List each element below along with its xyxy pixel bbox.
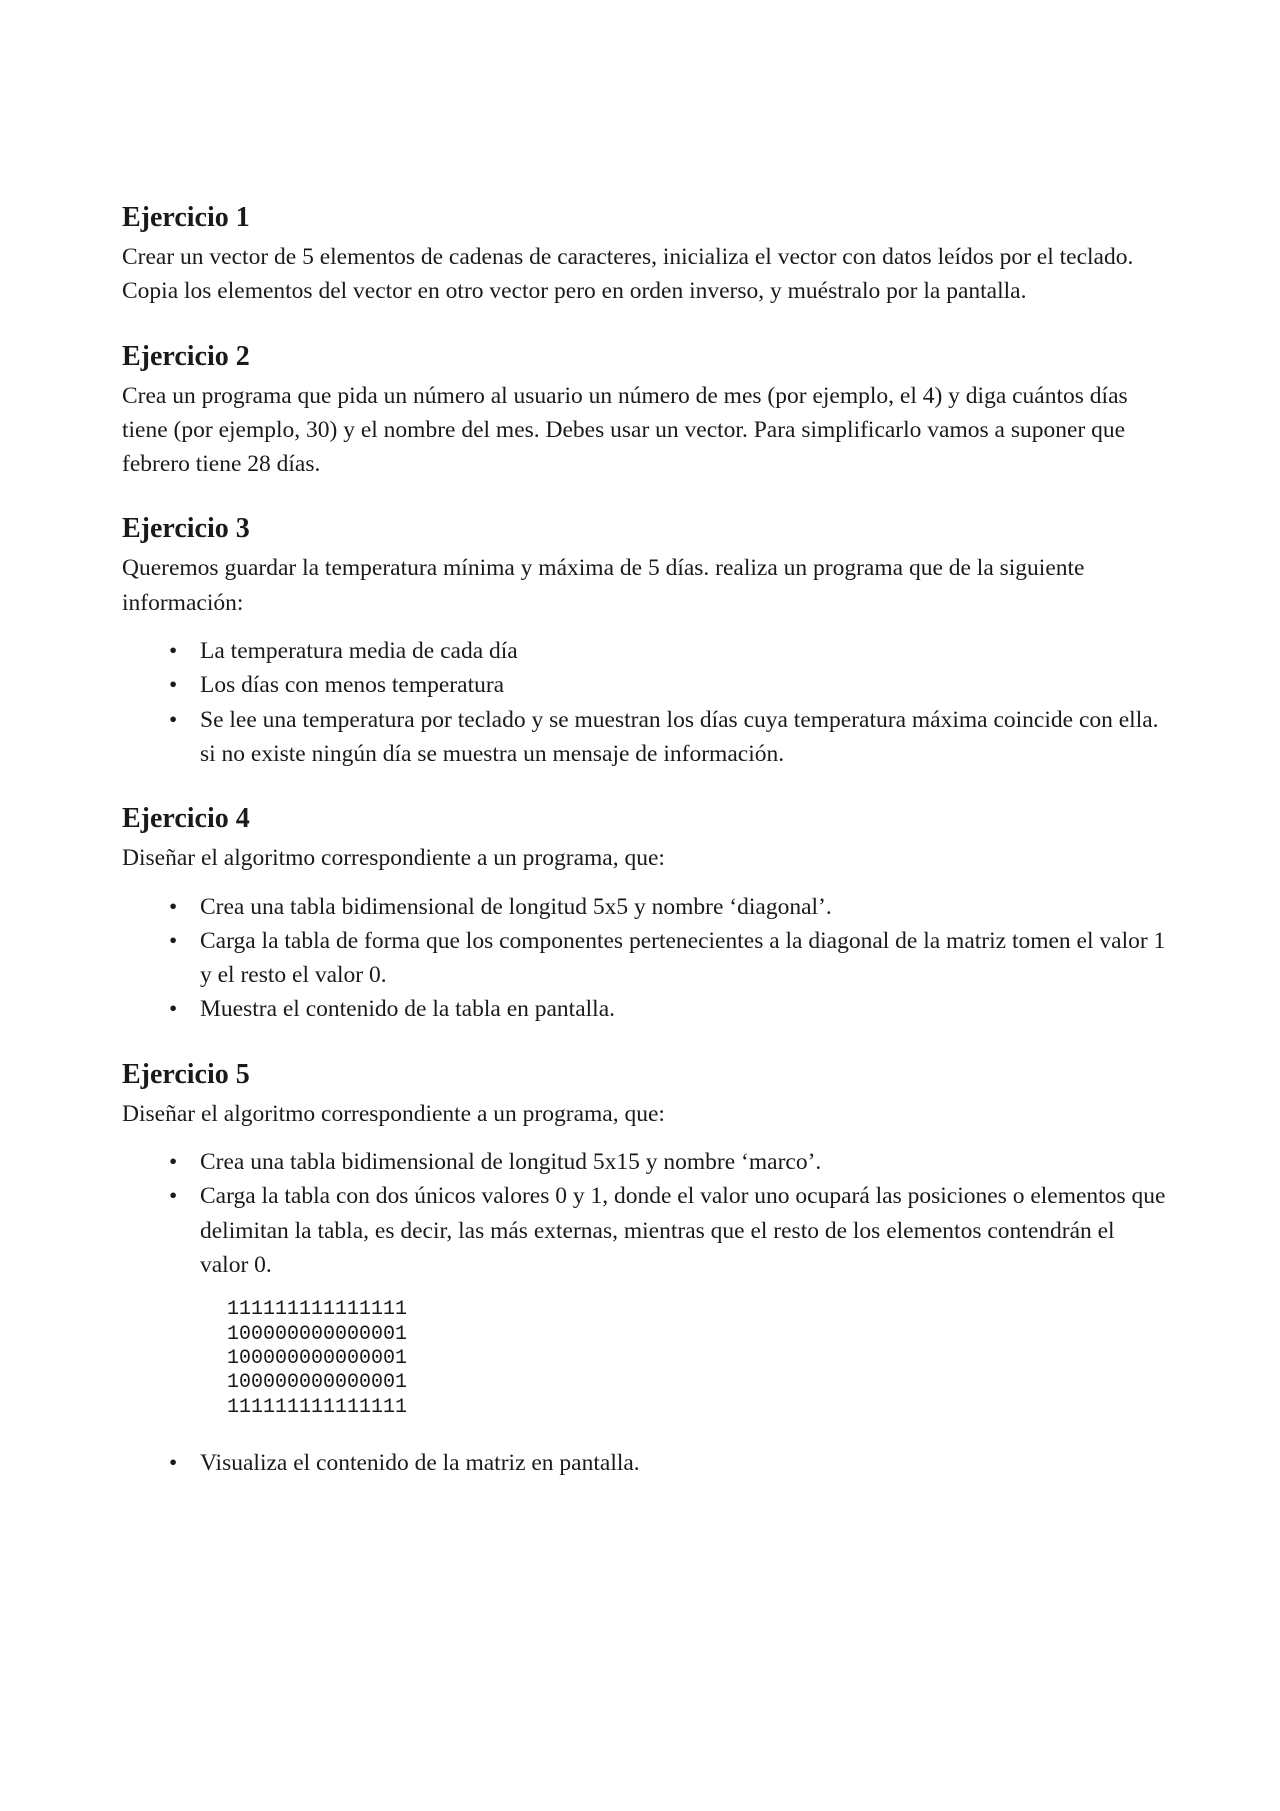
list-item <box>169 703 1167 772</box>
document-page <box>122 198 1167 1509</box>
bullet-icon: • <box>169 927 178 954</box>
bullet-list <box>122 1145 1167 1481</box>
exercise-title: Ejercicio 3 <box>122 513 250 545</box>
list-item-text: La temperatura media de cada día <box>200 638 518 665</box>
list-item <box>169 1145 1167 1179</box>
matrix-row: 111111111111111 <box>227 1298 408 1322</box>
exercise-1 <box>122 198 1167 309</box>
list-item-text: Carga la tabla con dos únicos valores 0 y 1, donde el valor uno ocupará las posiciones o elementos que delimitan la tabla, es decir, las más externas, mientras que el resto de los elementos contendrán el valor 0. <box>200 1183 1166 1278</box>
list-item <box>169 668 1167 702</box>
exercise-2 <box>122 337 1167 482</box>
bullet-icon: • <box>169 893 178 920</box>
list-item <box>169 634 1167 668</box>
exercise-text: Crear un vector de 5 elementos de cadenas de caracteres, inicializa el vector con datos leídos por el teclado. Copia los elementos del vector en otro vector pero en orden inverso, y muéstralo por la pantalla. <box>122 244 1134 305</box>
bullet-icon: • <box>169 672 178 699</box>
list-item <box>169 890 1167 924</box>
bullet-icon: • <box>169 1149 178 1176</box>
list-item-text: Se lee una temperatura por teclado y se muestran los días cuya temperatura máxima coincide con ella. si no existe ningún día se muestra un mensaje de información. <box>200 706 1159 767</box>
bullet-list <box>122 634 1167 771</box>
exercise-4 <box>122 799 1167 1026</box>
list-item-text: Los días con menos temperatura <box>200 672 505 699</box>
bullet-list <box>122 890 1167 1027</box>
exercise-title: Ejercicio 2 <box>122 340 250 372</box>
exercise-title: Ejercicio 5 <box>122 1058 250 1090</box>
bullet-icon: • <box>169 1183 178 1210</box>
list-item-text: Crea una tabla bidimensional de longitud 5x5 y nombre ‘diagonal’. <box>200 893 832 920</box>
list-item <box>169 1446 1167 1480</box>
matrix-example <box>227 1298 1167 1420</box>
bullet-icon: • <box>169 1450 178 1477</box>
exercise-text: Crea un programa que pida un número al usuario un número de mes (por ejemplo, el 4) y diga cuántos días tiene (por ejemplo, 30) y el nombre del mes. Debes usar un vector. Para simplificarlo vamos a suponer que febrero tiene 28 días. <box>122 382 1128 478</box>
exercise-text: Diseñar el algoritmo correspondiente a un programa, que: <box>122 1100 665 1127</box>
list-item-text: Visualiza el contenido de la matriz en pantalla. <box>200 1450 640 1477</box>
bullet-icon: • <box>169 996 178 1023</box>
matrix-row: 100000000000001 <box>227 1371 408 1395</box>
bullet-icon: • <box>169 706 178 733</box>
list-item <box>169 924 1167 993</box>
bullet-icon: • <box>169 638 178 665</box>
list-item-text: Muestra el contenido de la tabla en pantalla. <box>200 996 616 1023</box>
list-item-text: Crea una tabla bidimensional de longitud 5x15 y nombre ‘marco’. <box>200 1149 822 1176</box>
list-item <box>169 992 1167 1026</box>
exercise-text: Diseñar el algoritmo correspondiente a un programa, que: <box>122 845 665 872</box>
matrix-row: 100000000000001 <box>227 1322 408 1346</box>
list-item <box>169 1179 1167 1420</box>
list-item-text: Carga la tabla de forma que los componentes pertenecientes a la diagonal de la matriz tomen el valor 1 y el resto el valor 0. <box>200 927 1166 989</box>
matrix-row: 111111111111111 <box>227 1395 408 1419</box>
exercise-text: Queremos guardar la temperatura mínima y máxima de 5 días. realiza un programa que de la siguiente información: <box>122 555 1085 616</box>
exercise-3 <box>122 509 1167 771</box>
exercise-title: Ejercicio 4 <box>122 803 250 835</box>
matrix-row: 100000000000001 <box>227 1347 408 1371</box>
exercise-title: Ejercicio 1 <box>122 202 250 233</box>
exercise-5 <box>122 1055 1167 1481</box>
